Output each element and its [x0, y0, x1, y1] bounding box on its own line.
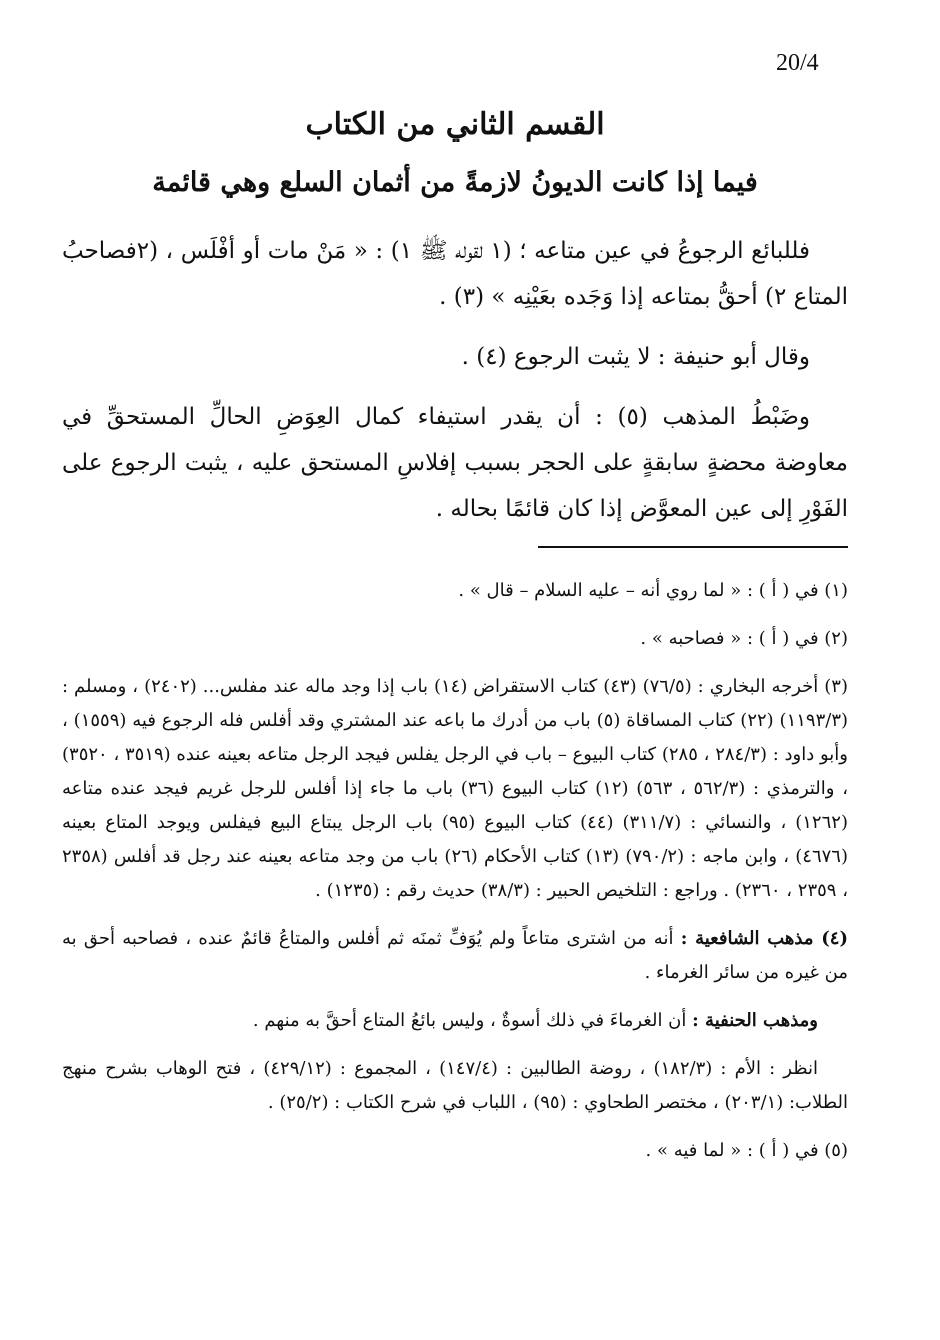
footnote-4-text: أنه من اشترى متاعاً ولم يُوَفِّ ثمنَه ثم أفلس والمتاعُ قائمٌ عنده ، فصاحبه أحق به من غيره من سائر الغرماء .	[62, 928, 848, 983]
footnote-4	[62, 922, 848, 990]
footnote-1: (١) في ( أ ) : « لما روي أنه – عليه السلام – قال » .	[458, 580, 848, 601]
footnote-4-hanafi-text: أن الغرماءَ في ذلك أسوةٌ ، وليس بائعُ المتاع أحقَّ به منهم .	[252, 1010, 687, 1031]
footnote-4-hanafi-label: ومذهب الحنفية :	[692, 1010, 818, 1031]
footnote-2: (٢) في ( أ ) : « فصاحبه » .	[640, 628, 848, 649]
footnote-separator	[538, 546, 848, 548]
section-subtitle: فيما إذا كانت الديونُ لازمةً من أثمان السلع وهي قائمة	[152, 167, 758, 198]
body-paragraph-1: فللبائع الرجوعُ في عين متاعه ؛ (١ لقوله ﷺ ١) : « مَنْ مات أو أفْلَس ، (٢فصاحبُ المتاع ٢) أحقُّ بمتاعه إذا وَجَده بعَيْنِه » (٣) .	[62, 238, 848, 310]
page-number: 20/4	[776, 50, 819, 76]
body-paragraph-2: وقال أبو حنيفة : لا يثبت الرجوع (٤) .	[461, 344, 810, 370]
footnote-5: (٥) في ( أ ) : « لما فيه » .	[645, 1140, 848, 1161]
footnote-4-references: انظر : الأم : (١٨٢/٣) ، روضة الطالبين : (١٤٧/٤) ، المجموع : (٤٢٩/١٢) ، فتح الوهاب بشرح منهج الطلاب: (٢٠٣/١) ، مختصر الطحاوي : (٩٥) ، اللباب في شرح الكتاب : (٢٥/٢) .	[62, 1058, 848, 1113]
page-content	[62, 100, 848, 1182]
section-title: القسم الثاني من الكتاب	[305, 107, 605, 142]
footnote-3: (٣) أخرجه البخاري : (٧٦/٥) (٤٣) كتاب الاستقراض (١٤) باب إذا وجد ماله عند مفلس... (٢٤٠٢) ، ومسلم : (١١٩٣/٣) (٢٢) كتاب المساقاة (٥) باب من أدرك ما باعه عند المشتري وقد أفلس فله الرجوع فيه (١٥٥٩) ، وأبو داود : (٢٨٤/٣ ، ٢٨٥) كتاب البيوع – باب في الرجل يفلس فيجد الرجل متاعه بعينه عنده (٣٥١٩ ، ٣٥٢٠) ، والترمذي : (٥٦٢/٣ ، ٥٦٣) (١٢) كتاب البيوع (٣٦) باب ما جاء إذا أفلس للرجل غريم فيجد عنده متاعه (١٢٦٢) ، والنسائي : (٣١١/٧) (٤٤) كتاب البيوع (٩٥) باب الرجل يبتاع البيع فيفلس ويوجد المتاع بعينه (٤٦٧٦) ، وابن ماجه : (٧٩٠/٢) (١٣) كتاب الأحكام (٢٦) باب من وجد متاعه بعينه عند رجل قد أفلس (٢٣٥٨ ، ٢٣٥٩ ، ٢٣٦٠) . وراجع : التلخيص الحبير : (٣٨/٣) حديث رقم : (١٢٣٥) .	[62, 676, 849, 901]
body-paragraph-3: وضَبْطُ المذهب (٥) : أن يقدر استيفاء كمال العِوَضِ الحالِّ المستحقِّ في معاوضة محضةٍ سابقةٍ على الحجر بسبب إفلاسِ المستحق عليه ، يثبت الرجوع على الفَوْرِ إلى عين المعوَّض إذا كان قائمًا بحاله .	[62, 404, 848, 522]
footnote-4-hanafi	[62, 1004, 848, 1038]
footnote-4-label: (٤) مذهب الشافعية :	[680, 928, 848, 949]
